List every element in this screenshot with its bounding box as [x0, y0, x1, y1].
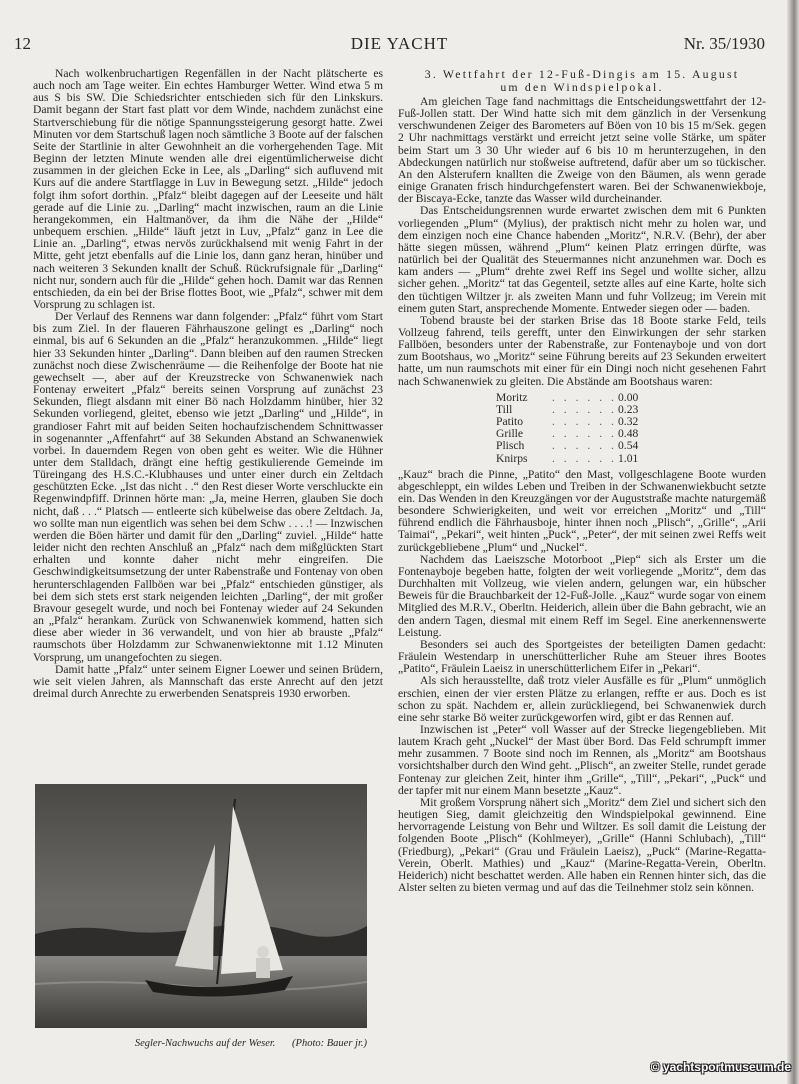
paragraph: „Kauz“ brach die Pinne, „Patito“ den Mast, vollgeschlagene Boote wurden abgeschleppt, ein wildes Leben und Treiben in der Schwanenwiekbucht setzte ein. Das Wenden in den Kreuzgängen vor der Auguststraße machte naturgemäß besondere Schwierigkeiten, und weit vor erreichen „Moritz“ und „Till“ führend endlich die Fährhausboje, hinter ihnen noch „Plisch“, „Grille“, „Arii Taimai“, „Pekari“, weit hinten „Puck“, „Peter“, der mit seinen zwei Reffs weit zurückgebliebene „Plum“ und „Nuckel“.: [398, 467, 766, 554]
paragraph: Das Entscheidungsrennen wurde erwartet zwischen dem mit 6 Punkten vorliegenden „Plum“ (Mylius), der praktisch nicht mehr zu holen war, und dem einzigen noch eine Chance habenden „Moritz“, N.R.V. (Behr), der aber hätte siegen müssen, während „Plum“ keinen Platz erringen dürfte, was natürlich bei der Qualität des Steuermannes nicht anzunehmen war. Doch es kam anders — „Plum“ drehte zwei Reff ins Segel und wollte sicher, allzu sicher gehen. „Moritz“ tat das Gegenteil, setzte alles auf eine Karte, holte sich den tüchtigen Wiltzer jr. als zweiten Mann und fuhr Vollzeug; im Verein mit einem guten Start, ansprechende Momente. Entweder siegen oder — baden.: [398, 204, 766, 315]
paragraph: Mit großem Vorsprung nähert sich „Moritz“ dem Ziel und sichert sich den heutigen Sieg, damit gleichzeitig den Windspielpokal gewinnend. Eine hervorragende Leistung von Behr und Wiltzer. Es soll damit die Leistung der folgenden Boote „Plisch“ (Kohlmeyer), „Grille“ (Hanni Schlubach), „Till“ (Friedburg), „Pekari“ (Grau und Fräulein Laeisz), „Puck“ (Marine-Regatta-Verein, Oberlt. Mathies) und „Kauz“ (Marine-Regatta-Verein, Oberltn. Heiderich) nicht beschattet werden. Alle haben ein Rennen hinter sich, das die Alster selten zu bieten vermag und auf das die Teilnehmer stolz sein können.: [398, 795, 766, 894]
sailboat-image: [35, 784, 367, 1028]
page-number: 12: [14, 34, 31, 53]
right-column: [398, 68, 766, 894]
caption-text: Segler-Nachwuchs auf der Weser.: [134, 1038, 276, 1049]
leader-dots: . . . . . .: [552, 402, 617, 416]
scan-edge: [787, 0, 799, 1084]
boat-name: Patito: [496, 415, 524, 429]
sailing-dinghy-photo: [35, 784, 367, 1028]
paragraph: Damit hatte „Pfalz“ unter seinem Eigner Loewer und seinen Brüdern, wie seit vielen Jahren, als Mannschaft das erste Anrecht auf den jetzt dreimal durch Anrechte zu erwerbenden Senatspreis 1930 erworben.: [33, 662, 383, 700]
paragraph: Nachdem das Laeiszsche Motorboot „Piep“ sich als Erster um die Fontenayboje begeben hatte, folgten der weit vorliegende „Moritz“, dem das Durchhalten mit Vollzeug, wie vielen andern, gelungen war, ein hübscher Beweis für die Brauchbarkeit der 12-Fuß-Jolle. „Kauz“ wurde sogar von einem Mitglied des M.R.V., Oberltn. Heiderich, allein über die Bahn gebracht, wie an den andern Tagen, diesmal mit einem Reff im Segel. Eine anerkennenswerte Leistung.: [398, 552, 766, 639]
boat-name: Till: [496, 402, 513, 416]
paragraph: Am gleichen Tage fand nachmittags die Entscheidungswettfahrt der 12-Fuß-Jollen statt. Der Wind hatte sich mit dem gänzlich in der Versenkung verschwundenen Zeiger des Barometers auf Böen von 10 bis 15 m/Sek. gegen 2 Uhr nachmittags verstärkt und erreicht jetzt seine volle Stärke, um später beim Start um 3 30 Uhr wieder auf 6 bis 10 m herunterzugehen, in den Abdeckungen natürlich nur stoßweise auftretend, dafür aber um so tückischer. An den Alsterufern knallten die Zweige von den Bäumen, als wenn gerade einige Granaten frisch hindurchgefenstert waren. Bei der Schwanenwiekboje, der Biscaya-Ecke, tanzte das Wasser wild durcheinander.: [398, 95, 766, 206]
paragraph: Besonders sei auch des Sportgeistes der beteiligten Damen gedacht: Fräulein Westendarp in unerschütterlicher Ruhe am Steuer ihres Bootes „Patito“, Fräulein Laeisz in unerschütterlichem Eifer in „Pekari“.: [398, 637, 766, 676]
left-column: [33, 68, 383, 700]
title-line: um den Windspielpokal.: [500, 79, 664, 94]
leader-dots: . . . . . .: [552, 390, 617, 404]
paragraph: Tobend brauste bei der starken Brise das 18 Boote starke Feld, teils Vollzeug fahrend, teils gerefft, unter den Einwirkungen der sehr starken Fallböen, besonders unter der Rabenstraße, zur Fontenayboje und von dort zum Bootshaus, wo „Moritz“ seine Führung bereits auf 23 Sekunden erweitert hatte, um nun raumschots mit einer für ein Dingi noch nicht gesehenen Fahrt nach Schwanenwiek zu gleiten. Die Abstände am Bootshaus waren:: [398, 313, 766, 388]
leader-dots: . . . . . .: [552, 415, 617, 429]
boat-name: Grille: [496, 427, 524, 441]
boat-name: Moritz: [496, 390, 528, 404]
magazine-title: DIE YACHT: [350, 34, 449, 53]
leader-dots: . . . . . .: [552, 451, 617, 465]
title-line: 3. Wettfahrt der 12-Fuß-Dingis am 15. August: [424, 67, 740, 81]
results-table: [496, 392, 638, 465]
time-gap: 0.48: [618, 427, 639, 441]
paragraph: Als sich herausstellte, daß trotz vieler Ausfälle es für „Plum“ unmöglich erschien, einen der vier ersten Plätze zu erlangen, reffte er aus. Doch es ist schon zu spät. Nachdem er, allein zurückliegend, bei Schwanenwiek durch eine sehr starke Bö weiter zurückgeworfen wird, gibt er das Rennen auf.: [398, 674, 766, 724]
watermark: © yachtsportmuseum.de: [650, 1060, 791, 1074]
paragraph: Der Verlauf des Rennens war dann folgender: „Pfalz“ führt vom Start bis zum Ziel. In der flaueren Fährhauszone gelingt es „Darling“ noch einmal, bis auf 6 Sekunden an die „Pfalz“ heranzukommen. „Hilde“ liegt hier 33 Sekunden hinter „Darling“. Dann bleiben auf den raumen Strecken zunächst noch diese Zwischenräume — die Reihenfolge der Boote hat nie gewechselt —, aber auf der Kreuzstrecke von Schwanenwiek nach Fontenay erweitert „Pfalz“ bereits seinen Vorsprung auf zunächst 23 Sekunden, fliegt alsdann mit einer Bö nach Holzdamm hinüber, hier 32 Sekunden vorliegend, gleitet, ebenso wie jetzt „Darling“ und „Hilde“, in grandioser Fahrt mit auf beiden Seiten hochaufzischendem Schnittwasser in sogenannter „Affenfahrt“ auf 38 Sekunden Abstand an Schwanenwiek vorbei. In dauerndem Regen von oben geht es weiter. Wie die Hühner unter dem Stalldach, drängt eine heftig gestikulierende Gemeinde im Türeingang des H.S.C.-Klubhauses und unter einer durch ein Zeltdach geschützten Ecke. „Ist das nicht . .“ den Rest dieser Worte verschluckte ein Regenwindpfiff. Drinnen hörte man: „Ja, meine Herren, glauben Sie doch nicht, daß . . .“ Platsch — entleerte sich kübelweise das obere Zeltdach. Ja, wo sollte man nun eigentlich was sehen bei dem Schw . . . .! — Inzwischen werden die Böen härter und damit für den „Darling“ zuviel. „Hilde“ hatte leider nicht den rechten Anschluß an „Pfalz“ nach dem mißglückten Start erhalten und konnte daher nicht mehr eingreifen. Die Geschwindigkeitsumsetzung der unter Rabenstraße und Fontenay von oben herunterschlagenden Fallböen war bei „Pfalz“ entschieden günstiger, als bei dem sich stets erst stark neigenden leichten „Darling“, der mit großer Bravour gesegelt wurde, und noch bei Fontenay wieder auf 24 Sekunden an „Pfalz“ herankam. Zurück von Schwanenwiek kommend, hatten sich diese aber wieder in 36 verwandelt, und von hier ab brauste „Pfalz“ raumschots über Holzdamm zur Schwanenwiektonne mit 1.12 Minuten Vorsprung, um unangefochten zu siegen.: [33, 310, 383, 664]
boat-name: Knirps: [496, 451, 528, 465]
time-gap: 0.32: [618, 415, 639, 429]
time-gap: 0.54: [618, 439, 639, 453]
photo-credit: (Photo: Bauer jr.): [292, 1038, 367, 1049]
time-gap: 0.23: [618, 402, 639, 416]
boat-name: Plisch: [496, 439, 525, 453]
issue-number: Nr. 35/1930: [683, 34, 765, 53]
leader-dots: . . . . . .: [552, 427, 617, 441]
table-row: [496, 453, 638, 465]
leader-dots: . . . . . .: [552, 439, 617, 453]
time-gap: 1.01: [618, 451, 639, 465]
article-title: [398, 68, 766, 93]
paragraph: Inzwischen ist „Peter“ voll Wasser auf der Strecke liegengeblieben. Mit lautem Krach geht „Nuckel“ der Mast über Bord. Das Feld schrumpft immer mehr zusammen. 7 Boote sind noch im Rennen, als „Moritz“ am Bootshaus vorsichtshalber durch den Wind geht. „Plisch“, an zweiter Stelle, rundet gerade Fontenay zur gleichen Zeit, hinter ihm „Grille“, „Till“, „Pekari“, „Puck“ und der tapfer mit nur einem Mann besetzte „Kauz“.: [398, 722, 766, 797]
paragraph: Nach wolkenbruchartigen Regenfällen in der Nacht plätscherte es auch noch am Tage weiter. Ein echtes Hamburger Wetter. Wind etwa 5 m aus S bis SW. Die Schiedsrichter entschieden sich für den Linkskurs. Damit begann der Start fast platt vor dem Winde, nachdem zunächst eine Startverschiebung für die nötige Spannungssteigerung gesorgt hatte. Zwei Minuten vor dem Startschuß lagen noch sämtliche 3 Boote auf der falschen Seite der Startlinie in alter Gewohnheit an die vorhergehenden Tage. Mit Beginn der letzten Minute wenden alle drei eigentümlicherweise dicht zusammen in der gleichen Ecke in Lee, als „Darling“ sich aufluvend mit Kurs auf die andere Startflagge in Luv in Bewegung setzt. „Hilde“ jedoch folgt ihm sofort dorthin. „Pfalz“ bleibt dagegen auf der Leeseite und hält gerade auf die Linie zu. „Darling“ macht inzwischen, raum an die Linie herangekommen, ein Haltmanöver, da ihm die Nähe der „Hilde“ unbequem erschien. „Hilde“ läuft jetzt in Luv, „Pfalz“ ganz in Lee die Linie an. „Darling“, etwas nervös zurückhalsend mit wenig Fahrt in der Mitte, geht jetzt ebenfalls auf die Linie los, dann ganz heran, hinüber und nach weiteren 3 Sekunden knallt der Schuß. Rückrufsignale für „Darling“ nicht nur, sondern auch für die „Hilde“ gehen hoch. Damit war das Rennen entschieden, da ein bei der Brise flottes Boot, wie „Pfalz“, schwer mit dem Vorsprung zu schlagen ist.: [33, 67, 383, 311]
time-gap: 0.00: [618, 390, 639, 404]
photo-caption: [35, 1038, 367, 1049]
table-row: [496, 440, 638, 452]
